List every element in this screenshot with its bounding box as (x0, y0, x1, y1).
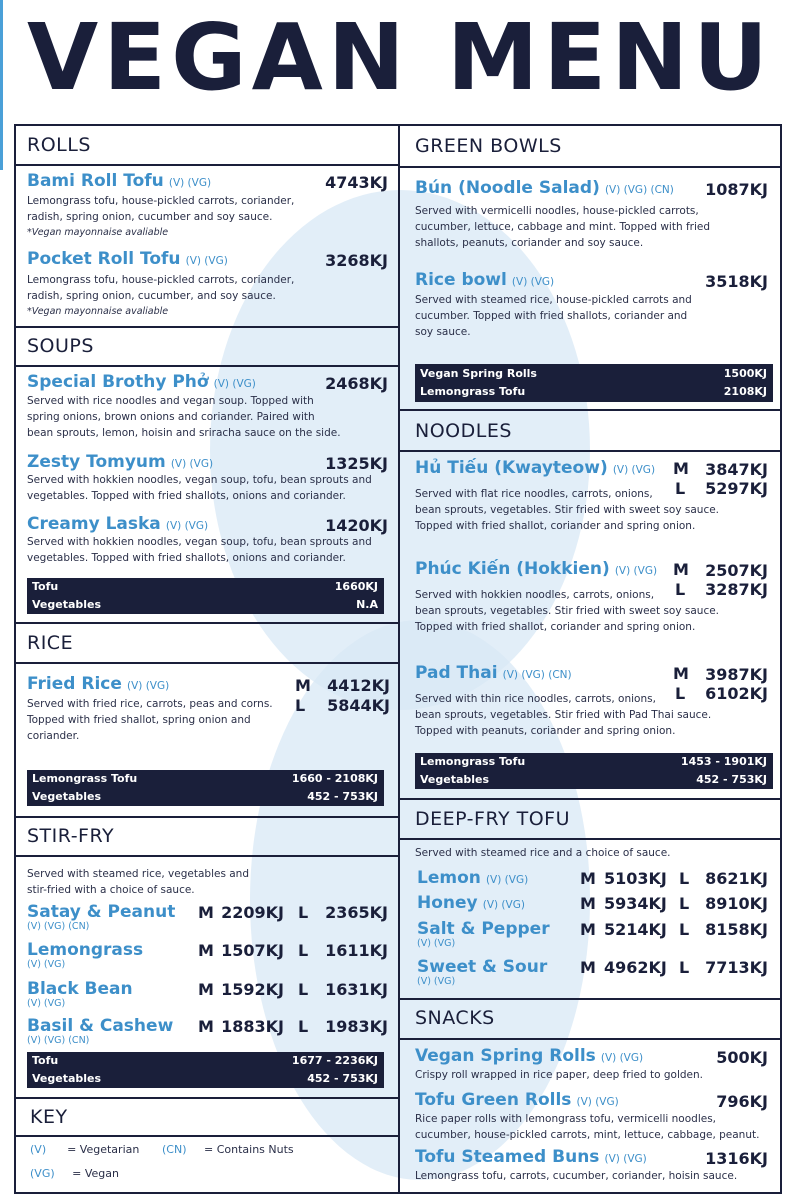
item-description: Served with rice noodles and vegan soup. Topped with spring onions, brown onions and coriander. Paired with bean sprouts, lemon, hoisin and sriracha sauce on the side. (27, 395, 341, 439)
size-medium: M (198, 903, 214, 922)
diet-tags: (V) (VG) (CN) (502, 669, 572, 681)
size-large: L (675, 684, 686, 703)
size-medium: M (673, 560, 689, 579)
key-contains-nuts: (CN) = Contains Nuts (162, 1143, 294, 1156)
item-energy-large: 8910KJ (705, 894, 768, 913)
diet-tags: (V) (VG) (576, 1096, 619, 1108)
menu-item-sweet-sour[interactable] (417, 957, 547, 977)
section-divider (400, 166, 780, 168)
section-title-green-bowls: GREEN BOWLS (415, 135, 562, 157)
item-note: *Vegan mayonnaise avaliable (27, 306, 169, 317)
item-energy-medium: 2507KJ (705, 561, 768, 580)
size-medium: M (580, 869, 596, 888)
item-description: Lemongrass tofu, carrots, cucumber, coriander, hoisin sauce. (415, 1170, 738, 1182)
diet-tags: (V) (VG) (CN) (27, 1035, 90, 1046)
menu-item-tofu-steamed-buns[interactable] (415, 1147, 647, 1167)
item-energy-large: 2365KJ (325, 903, 388, 922)
diet-tags: (V) (VG) (CN) (604, 184, 674, 196)
diet-tags: (V) (VG) (170, 458, 214, 470)
size-large: L (298, 980, 309, 999)
item-energy-large: 5297KJ (705, 479, 768, 498)
menu-item-salt-pepper[interactable] (417, 919, 550, 939)
item-energy-medium: 4962KJ (604, 958, 667, 977)
diet-tags: (V) (VG) (417, 938, 456, 949)
section-divider (400, 1038, 780, 1040)
diet-tags: (V) (VG) (511, 276, 555, 288)
section-title-soups: SOUPS (27, 335, 94, 357)
item-name: Rice bowl (415, 270, 507, 290)
diet-tags: (V) (VG) (27, 998, 66, 1009)
item-energy-medium: 1883KJ (221, 1017, 284, 1036)
section-divider (16, 164, 398, 166)
menu-item-basil-cashew[interactable]: Basil & Cashew (27, 1016, 174, 1036)
diet-tags: (V) (VG) (126, 680, 170, 692)
item-description: Served with fried rice, carrots, peas and corns. Topped with fried shallot, spring onion and coriander. (27, 698, 273, 742)
menu-item-tofu-green-rolls[interactable] (415, 1090, 619, 1110)
size-large: L (675, 580, 686, 599)
item-name: Salt & Pepper (417, 919, 550, 939)
item-energy-large: 1611KJ (325, 941, 388, 960)
key-vegetarian: (V) = Vegetarian (30, 1143, 140, 1156)
item-energy-medium: 3987KJ (705, 665, 768, 684)
item-energy-large: 1631KJ (325, 980, 388, 999)
diet-tags: (V) (VG) (612, 464, 656, 476)
item-energy-large: 5844KJ (327, 696, 390, 715)
item-energy-large: 3287KJ (705, 580, 768, 599)
item-description: Rice paper rolls with lemongrass tofu, vermicelli noodles, cucumber, house-pickled carrots, mint, lettuce, cabbage, peanut. (415, 1113, 760, 1141)
energy-addon-box: Tofu 1677 - 2236KJ Vegetables 452 - 753KJ (27, 1052, 384, 1088)
item-name: Honey (417, 893, 478, 913)
item-name: Pocket Roll Tofu (27, 249, 181, 269)
item-energy-medium: 1507KJ (221, 941, 284, 960)
size-medium: M (295, 676, 311, 695)
item-energy-large: 1983KJ (325, 1017, 388, 1036)
item-name: Special Brothy Phở (27, 372, 209, 392)
item-energy-medium: 5214KJ (604, 920, 667, 939)
size-large: L (679, 894, 690, 913)
item-description: Served with hokkien noodles, vegan soup, tofu, bean sprouts and vegetables. Topped with fried shallots, onions and coriander. (27, 474, 372, 502)
item-energy: 796KJ (716, 1092, 768, 1111)
item-description: Served with hokkien noodles, carrots, onions, bean sprouts, vegetables. Stir fried with sweet soy sauce. Topped with fried shallot, coriander and spring onion. (415, 589, 720, 633)
section-title-rolls: ROLLS (27, 134, 91, 156)
section-divider (16, 855, 398, 857)
energy-addon-box: Vegan Spring Rolls 1500KJ Lemongrass Tofu 2108KJ (415, 364, 773, 402)
item-energy-large: 8621KJ (705, 869, 768, 888)
section-divider (16, 1097, 398, 1099)
section-title-rice: RICE (27, 632, 74, 654)
item-energy-large: 8158KJ (705, 920, 768, 939)
section-divider (400, 838, 780, 840)
menu-item-pad-thai[interactable] (415, 663, 572, 683)
section-divider (16, 1135, 398, 1137)
section-divider (16, 365, 398, 367)
menu-item-h-ti-u-kwayteow[interactable] (415, 458, 655, 478)
item-energy: 3518KJ (705, 272, 768, 291)
energy-addon-box: Lemongrass Tofu 1453 - 1901KJ Vegetables 452 - 753KJ (415, 753, 773, 789)
item-energy: 1316KJ (705, 1149, 768, 1168)
section-title-snacks: SNACKS (415, 1007, 495, 1029)
section-divider (400, 998, 780, 1000)
section-divider (400, 409, 780, 411)
item-energy-large: 6102KJ (705, 684, 768, 703)
item-name: Pad Thai (415, 663, 498, 683)
size-medium: M (580, 958, 596, 977)
section-divider (16, 662, 398, 664)
item-description: Crispy roll wrapped in rice paper, deep fried to golden. (415, 1069, 703, 1081)
menu-item-black-bean[interactable]: Black Bean (27, 979, 133, 999)
diet-tags: (V) (VG) (417, 976, 456, 987)
size-medium: M (580, 894, 596, 913)
section-divider (16, 816, 398, 818)
size-medium: M (673, 459, 689, 478)
section-title-stirfry: STIR-FRY (27, 825, 115, 847)
section-intro: Served with steamed rice and a choice of sauce. (415, 847, 671, 859)
menu-item-lemon[interactable] (417, 868, 528, 888)
menu-item-honey[interactable] (417, 893, 525, 913)
item-energy-medium: 4412KJ (327, 676, 390, 695)
menu-item-special-brothy-pho[interactable] (27, 372, 256, 392)
item-energy-medium: 1592KJ (221, 980, 284, 999)
item-energy: 4743KJ (325, 173, 388, 192)
section-title-deep-fry-tofu: DEEP-FRY TOFU (415, 808, 570, 830)
diet-tags: (V) (VG) (168, 177, 212, 189)
menu-item-rice-bowl[interactable] (415, 270, 554, 290)
section-intro: Served with steamed rice, vegetables and stir-fried with a choice of sauce. (27, 868, 250, 896)
menu-item-creamy-laska[interactable] (27, 514, 208, 534)
item-name: Hủ Tiếu (Kwayteow) (415, 458, 608, 478)
section-divider (400, 450, 780, 452)
diet-tags: (V) (VG) (213, 378, 256, 390)
size-large: L (295, 696, 306, 715)
item-name: Zesty Tomyum (27, 452, 166, 472)
menu-item-fried-rice[interactable] (27, 674, 169, 694)
item-description: Served with thin rice noodles, carrots, onions, bean sprouts, vegetables. Stir fried with Pad Thai sauce. Topped with peanuts, coriander and spring onion. (415, 693, 712, 737)
key-vegan: (VG) = Vegan (30, 1167, 119, 1180)
size-large: L (679, 920, 690, 939)
item-description: Served with vermicelli noodles, house-pickled carrots, cucumber, lettuce, cabbage and mint. Topped with fried shallots, peanuts, coriander and soy sauce. (415, 205, 711, 249)
menu-item-bun-noodle-salad[interactable] (415, 178, 674, 198)
energy-addon-box: Lemongrass Tofu 1660 - 2108KJ Vegetables 452 - 753KJ (27, 770, 384, 806)
size-medium: M (580, 920, 596, 939)
item-name: Creamy Laska (27, 514, 161, 534)
item-name: Tofu Steamed Buns (415, 1147, 600, 1167)
size-large: L (679, 869, 690, 888)
size-medium: M (198, 941, 214, 960)
diet-tags: (V) (VG) (165, 520, 209, 532)
item-description: Served with steamed rice, house-pickled carrots and cucumber. Topped with fried shallots, coriander and soy sauce. (415, 294, 692, 338)
item-energy: 1420KJ (325, 516, 388, 535)
item-note: *Vegan mayonnaise avaliable (27, 227, 169, 238)
item-description: Lemongrass tofu, house-pickled carrots, coriander, radish, spring onion, cucumber, and soy sauce. (27, 274, 295, 302)
item-name: Phúc Kiến (Hokkien) (415, 559, 610, 579)
section-divider (400, 798, 780, 800)
item-energy-medium: 5934KJ (604, 894, 667, 913)
diet-tags: (V) (VG) (CN) (27, 921, 90, 932)
size-large: L (298, 941, 309, 960)
menu-item-ph-c-ki-n-hokkien[interactable] (415, 559, 657, 579)
menu-item-satay-peanut[interactable]: Satay & Peanut (27, 902, 176, 922)
menu-item-pocket-roll-tofu[interactable] (27, 249, 228, 269)
item-energy: 2468KJ (325, 374, 388, 393)
diet-tags: (V) (VG) (482, 899, 525, 911)
item-name: Vegan Spring Rolls (415, 1046, 596, 1066)
item-name: Bami Roll Tofu (27, 171, 164, 191)
column-divider (398, 124, 400, 1194)
diet-tags: (V) (VG) (604, 1153, 647, 1165)
diet-tags: (V) (VG) (614, 565, 658, 577)
section-title-key: KEY (30, 1106, 68, 1128)
size-large: L (298, 1017, 309, 1036)
size-medium: M (198, 980, 214, 999)
item-energy-large: 7713KJ (705, 958, 768, 977)
item-energy: 1325KJ (325, 454, 388, 473)
item-name: Tofu Green Rolls (415, 1090, 572, 1110)
size-medium: M (673, 664, 689, 683)
item-name: Sweet & Sour (417, 957, 548, 977)
page-title: VEGAN MENU (27, 4, 773, 111)
menu-item-lemongrass[interactable]: Lemongrass (27, 940, 144, 960)
size-large: L (298, 903, 309, 922)
diet-tags: (V) (VG) (185, 255, 228, 267)
item-description: Served with flat rice noodles, carrots, onions, bean sprouts, vegetables. Stir fried with sweet soy sauce. Topped with fried shallot, coriander and spring onion. (415, 488, 720, 532)
diet-tags: (V) (VG) (600, 1052, 644, 1064)
item-energy: 3268KJ (325, 251, 388, 270)
diet-tags: (V) (VG) (27, 959, 66, 970)
item-description: Served with hokkien noodles, vegan soup, tofu, bean sprouts and vegetables. Topped with fried shallots, onions and coriander. (27, 536, 372, 564)
energy-addon-box: Tofu 1660KJ Vegetables N.A (27, 578, 384, 614)
section-divider (16, 326, 398, 328)
size-large: L (675, 479, 686, 498)
item-energy-medium: 5103KJ (604, 869, 667, 888)
size-large: L (679, 958, 690, 977)
diet-tags: (V) (VG) (485, 874, 529, 886)
item-energy: 500KJ (716, 1048, 768, 1067)
menu-item-bami-roll-tofu[interactable] (27, 171, 211, 191)
item-energy-medium: 2209KJ (221, 903, 284, 922)
section-title-noodles: NOODLES (415, 420, 512, 442)
item-name: Fried Rice (27, 674, 122, 694)
item-name: Lemon (417, 868, 481, 888)
item-energy: 1087KJ (705, 180, 768, 199)
section-divider (16, 622, 398, 624)
item-energy-medium: 3847KJ (705, 460, 768, 479)
item-description: Lemongrass tofu, house-pickled carrots, coriander, radish, spring onion, cucumber and soy sauce. (27, 195, 295, 223)
item-name: Bún (Noodle Salad) (415, 178, 600, 198)
size-medium: M (198, 1017, 214, 1036)
menu-item-vegan-spring-rolls[interactable] (415, 1046, 643, 1066)
menu-item-zesty-tomyum[interactable] (27, 452, 213, 472)
